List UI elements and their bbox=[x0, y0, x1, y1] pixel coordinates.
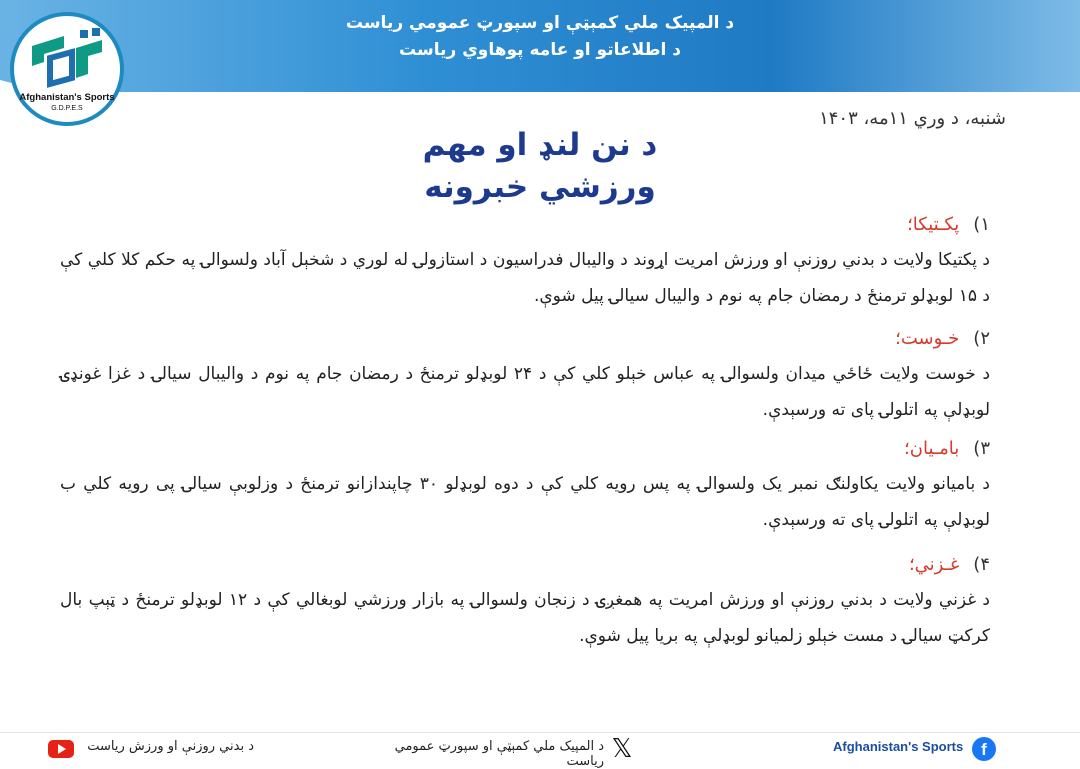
facebook-icon[interactable]: f bbox=[972, 737, 996, 761]
header-line-2: د اطلاعاتو او عامه پوهاوي رياست bbox=[399, 40, 681, 60]
header-line-1: د المپيک ملي کمېټې او سپورټ عمومي رياست bbox=[345, 13, 735, 33]
logo-name: Afghanistan's Sports bbox=[19, 92, 115, 103]
news-heading bbox=[60, 432, 990, 466]
logo-sub: G.D.P.E.S bbox=[51, 105, 83, 112]
news-province: خـوست؛ bbox=[895, 328, 960, 349]
news-item bbox=[60, 322, 990, 428]
news-item bbox=[60, 548, 990, 654]
news-heading bbox=[60, 322, 990, 356]
news-number: ۴) bbox=[973, 554, 990, 575]
news-province: بامـيان؛ bbox=[904, 438, 960, 459]
footer-ministry[interactable]: د بدني روزنې او ورزش رياست bbox=[87, 739, 254, 754]
header-text bbox=[260, 10, 820, 64]
news-item bbox=[60, 208, 990, 324]
news-heading bbox=[60, 208, 990, 242]
footer-sports[interactable]: Afghanistan's Sports bbox=[833, 739, 964, 754]
news-number: ۲) bbox=[973, 328, 990, 349]
title-line-1: د نن لنډ او مهم bbox=[422, 127, 658, 163]
youtube-icon[interactable] bbox=[48, 740, 74, 758]
news-number: ۳) bbox=[973, 438, 990, 459]
news-text: د خوست ولايت ځاځي ميدان ولسوالۍ په عباس خېلو کلي کې د ۲۴ لوبډلو ترمنځ د رمضان جام په نوم د واليبال سيالۍ د غزا غونډۍ لوبډلې په اتلولۍ پای ته ورسېدې. bbox=[60, 364, 991, 420]
news-item bbox=[60, 432, 990, 538]
news-text: د پکتيکا ولايت د بدني روزنې او ورزش امريت اړوند د واليبال فدراسيون د استازولۍ له لوري د شخېل آباد ولسوالۍ په حکم کلا کلي کې د ۱۵ لوبډلو ترمنځ د رمضان جام په نوم د واليبال سيالۍ پيل شوې. bbox=[60, 250, 990, 306]
logo bbox=[10, 12, 124, 126]
news-number: ۱) bbox=[973, 214, 990, 235]
news-text: د باميانو ولايت يکاولنګ نمبر يک ولسوالۍ په پس رويه کلي کې د دوه لوبډلو ۳۰ چاپندازانو ترمنځ د وزلوبې سيالۍ پی رويه کلي ب لوبډلې په اتلولۍ پای ته ورسېدې. bbox=[60, 474, 990, 530]
news-province: پکـتيکا؛ bbox=[907, 214, 960, 235]
x-twitter-icon[interactable]: 𝕏 bbox=[611, 734, 633, 764]
news-text: د غزني ولايت د بدني روزنې او ورزش امريت په همغږۍ د زنجان ولسوالۍ په بازار ورزشي لوبغالي کې د ۱۲ لوبډلو ترمنځ د ټېپ بال کرکټ سيالۍ د مست خېلو زلميانو لوبډلې په بريا پيل شوې. bbox=[60, 590, 990, 646]
news-province: غـزني؛ bbox=[908, 554, 960, 575]
news-heading bbox=[60, 548, 990, 582]
footer bbox=[0, 732, 1080, 769]
title-line-2: ورزشي خبرونه bbox=[424, 169, 656, 205]
news-list bbox=[60, 208, 990, 658]
date: شنبه، د وري ۱۱مه، ۱۴۰۳ bbox=[819, 108, 1006, 129]
footer-olympic[interactable]: د المپيک ملي کمېټې او سپورټ عمومي رياست bbox=[394, 739, 604, 769]
logo-mark-icon bbox=[28, 28, 106, 90]
page-title bbox=[360, 124, 720, 208]
